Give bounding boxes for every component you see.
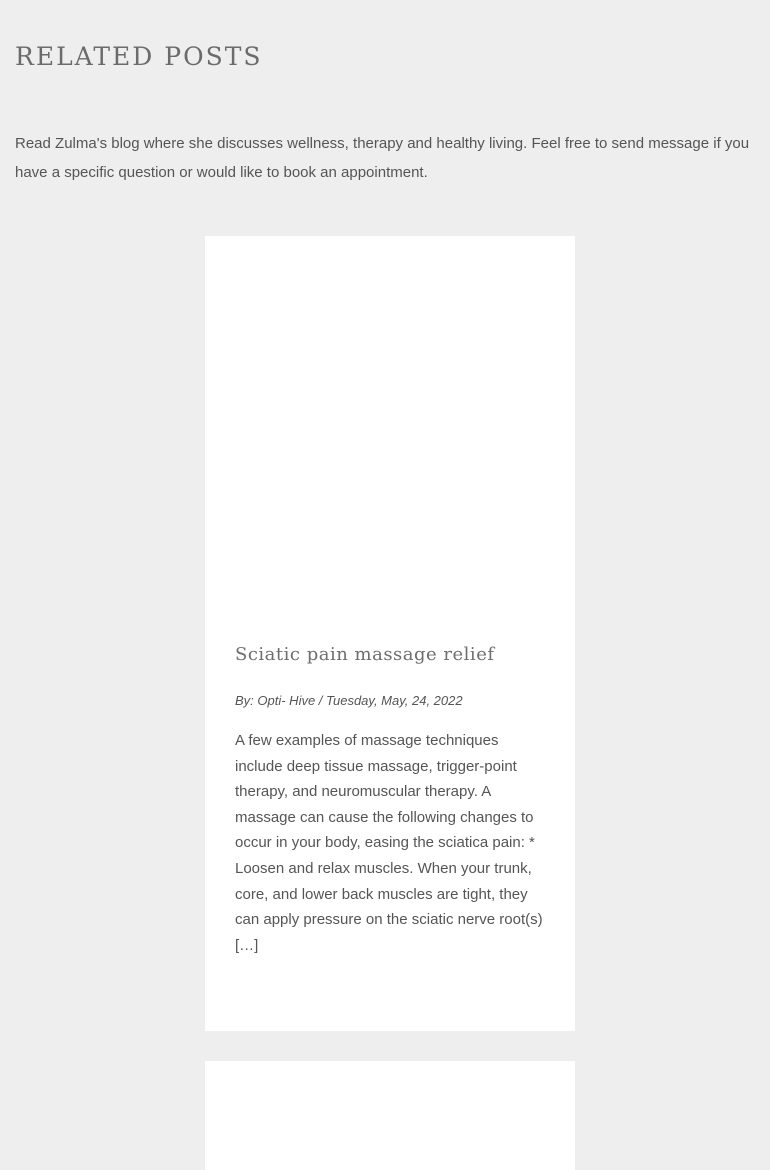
post-thumbnail[interactable]: [205, 1061, 575, 1170]
section-intro: Read Zulma's blog where she discusses wellness, therapy and healthy living. Feel free to send message if you have a specific question or would like to book an appointment.: [15, 135, 750, 181]
post-meta: By: Opti- Hive / Tuesday, May, 24, 2022: [235, 693, 463, 708]
post-excerpt: A few examples of massage techniques include deep tissue massage, trigger-point therapy, and neuromuscular therapy. A massage can cause the following changes to occur in your body, easing the sciatica pain: * Loosen and relax muscles. When your trunk, core, and lower back muscles are tight, they can apply pressure on the sciatic nerve root(s) […]: [235, 732, 543, 954]
post-card: [205, 1061, 575, 1170]
post-title-link[interactable]: Sciatic pain massage relief: [235, 644, 495, 665]
post-card: [205, 236, 575, 1031]
post-thumbnail[interactable]: [205, 236, 575, 616]
section-title: RELATED POSTS: [15, 42, 263, 71]
